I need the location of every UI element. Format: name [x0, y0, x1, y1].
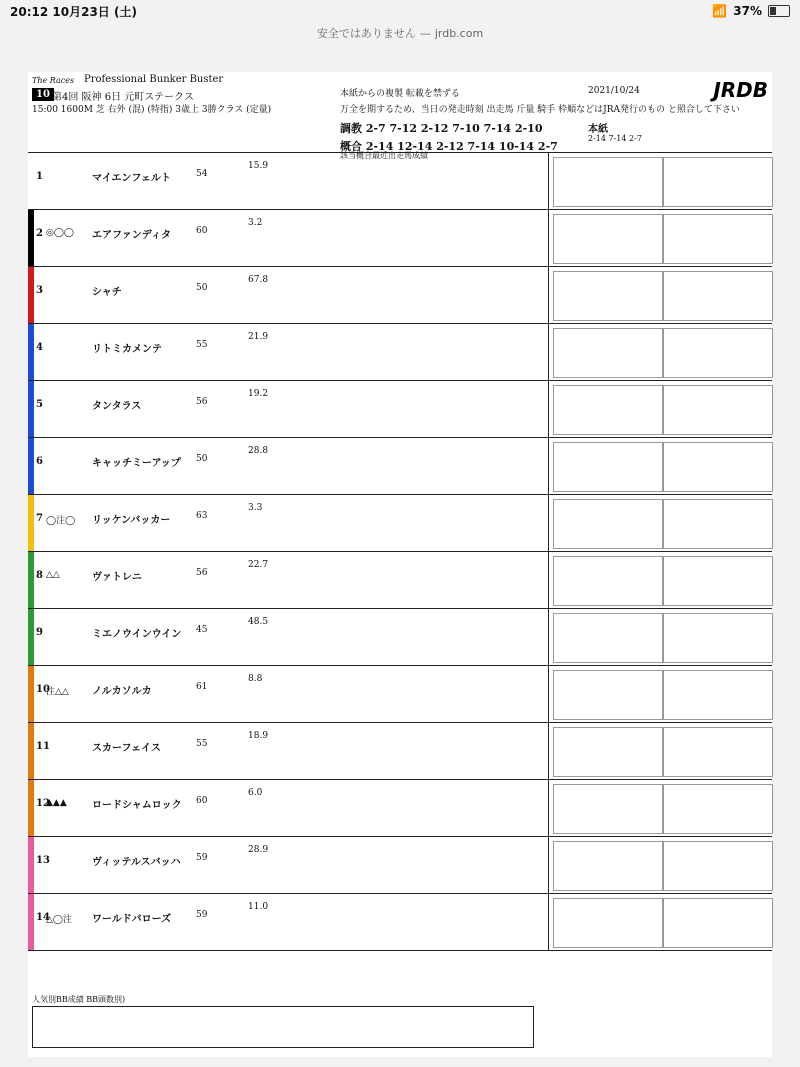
recent-results-label: 該当概合最近出走馬成績: [340, 151, 428, 160]
horse-number: 8: [36, 570, 43, 581]
past-race-box: [553, 157, 663, 207]
past-race-box: [553, 727, 663, 777]
race-conditions: 15:00 1600M 芝 右外 (混) (特指) 3歳上 3勝クラス (定量): [32, 105, 272, 115]
url-host: jrdb.com: [434, 26, 484, 40]
horse-number: 6: [36, 456, 43, 467]
the-races-label: The Races: [32, 76, 75, 85]
past-race-box: [663, 727, 773, 777]
horse-row: [28, 552, 772, 609]
training-picks: 調教 2-7 7-12 2-12 7-10 7-14 2-10: [340, 122, 543, 135]
waku-color-bar: [28, 552, 34, 608]
main-pick-line: 2-14 7-14 2-7: [588, 134, 642, 143]
horse-number: 2: [36, 228, 43, 239]
odds-value: 3.3: [248, 503, 263, 513]
odds-value: 18.9: [248, 731, 269, 741]
horse-row: [28, 837, 772, 894]
horse-weight: 63: [196, 511, 208, 521]
horse-weight: 60: [196, 796, 208, 806]
horse-row: [28, 723, 772, 780]
horse-number: 5: [36, 399, 43, 410]
odds-value: 22.7: [248, 560, 269, 570]
past-races: [548, 780, 773, 836]
horse-number: 9: [36, 627, 43, 638]
past-races: [548, 210, 773, 266]
horse-name: ノルカソルカ: [92, 686, 152, 697]
horse-name: ミエノウインウイン: [92, 629, 182, 640]
past-race-box: [553, 613, 663, 663]
past-race-box: [663, 670, 773, 720]
status-bar: [0, 0, 800, 22]
address-bar[interactable]: 安全ではありません — jrdb.com: [316, 26, 484, 40]
horse-row: [28, 780, 772, 837]
prediction-mark: ◯注◯: [46, 516, 76, 526]
waku-color-bar: [28, 723, 34, 779]
waku-color-bar: [28, 495, 34, 551]
horse-row: [28, 666, 772, 723]
race-number: 10: [32, 88, 54, 101]
past-race-box: [553, 784, 663, 834]
past-races: [548, 666, 773, 722]
horse-row: [28, 381, 772, 438]
horse-weight: 59: [196, 910, 208, 920]
past-races: [548, 609, 773, 665]
horse-name: タンタラス: [92, 401, 142, 412]
horse-weight: 45: [196, 625, 208, 635]
horse-row: [28, 324, 772, 381]
jrdb-logo: JRDB: [713, 78, 768, 102]
sheet-header: [28, 72, 772, 160]
horse-name: リッケンバッカー: [92, 515, 171, 526]
verification-notice: 万全を期するため、当日の発走時刻 出走馬 斤量 騎手 枠順などはJRA発行のもの と照合して下さい: [340, 105, 740, 115]
waku-color-bar: [28, 210, 34, 266]
professional-title: Professional Bunker Buster: [84, 74, 224, 85]
past-race-box: [663, 442, 773, 492]
horse-row: [28, 495, 772, 552]
prediction-mark: △△: [46, 570, 60, 580]
odds-value: 48.5: [248, 617, 269, 627]
prediction-mark: ▲▲▲: [46, 798, 67, 808]
horse-weight: 55: [196, 739, 208, 749]
past-race-box: [663, 385, 773, 435]
horse-weight: 56: [196, 568, 208, 578]
horse-name: ワールドバローズ: [92, 914, 172, 925]
odds-value: 8.8: [248, 674, 263, 684]
past-races: [548, 837, 773, 893]
past-race-box: [663, 841, 773, 891]
horse-number: 7: [36, 513, 43, 524]
waku-color-bar: [28, 780, 34, 836]
waku-color-bar: [28, 153, 34, 209]
past-race-box: [553, 556, 663, 606]
wifi-icon: 📶: [712, 4, 728, 18]
horse-weight: 54: [196, 169, 208, 179]
horse-row: [28, 267, 772, 324]
waku-color-bar: [28, 609, 34, 665]
horse-name: リトミカメンテ: [92, 344, 162, 355]
horse-name: エアファンディタ: [92, 230, 171, 241]
waku-color-bar: [28, 267, 34, 323]
odds-value: 28.8: [248, 446, 269, 456]
past-races: [548, 267, 773, 323]
past-race-box: [663, 898, 773, 948]
past-races: [548, 552, 773, 608]
horse-number: 3: [36, 285, 43, 296]
horse-row: [28, 894, 772, 951]
horse-number: 11: [36, 741, 50, 752]
horse-number: 14: [36, 912, 50, 923]
horse-number: 12: [36, 798, 50, 809]
odds-value: 21.9: [248, 332, 269, 342]
horse-name: スカーフェイス: [92, 743, 161, 754]
past-races: [548, 495, 773, 551]
past-race-box: [553, 385, 663, 435]
battery-percentage: 37%: [733, 4, 762, 18]
horse-weight: 59: [196, 853, 208, 863]
horse-weight: 50: [196, 283, 208, 293]
past-race-box: [553, 328, 663, 378]
past-races: [548, 153, 773, 209]
odds-value: 3.2: [248, 218, 263, 228]
horse-name: ロードシャムロック: [92, 800, 182, 811]
waku-color-bar: [28, 381, 34, 437]
past-race-box: [663, 157, 773, 207]
horse-name: ヴァトレニ: [92, 572, 142, 583]
past-race-box: [553, 271, 663, 321]
horse-number: 13: [36, 855, 50, 866]
past-races: [548, 381, 773, 437]
horse-number: 4: [36, 342, 43, 353]
horse-row: [28, 609, 772, 666]
past-race-box: [553, 442, 663, 492]
past-race-box: [553, 898, 663, 948]
past-races: [548, 324, 773, 380]
horse-number: 1: [36, 171, 43, 182]
insecure-warning: 安全ではありません: [316, 27, 416, 40]
past-race-box: [663, 784, 773, 834]
race-info: 第4回 阪神 6日 元町ステークス: [52, 92, 194, 103]
past-race-box: [553, 841, 663, 891]
horse-weight: 56: [196, 397, 208, 407]
battery-icon: [768, 5, 790, 17]
race-sheet: [28, 72, 772, 1057]
horse-row: [28, 210, 772, 267]
past-race-box: [663, 271, 773, 321]
past-races: [548, 723, 773, 779]
past-races: [548, 894, 773, 950]
horse-weight: 50: [196, 454, 208, 464]
waku-color-bar: [28, 324, 34, 380]
past-races: [548, 438, 773, 494]
waku-color-bar: [28, 666, 34, 722]
footer-box: [32, 1006, 534, 1048]
odds-value: 67.8: [248, 275, 269, 285]
odds-value: 15.9: [248, 161, 269, 171]
past-race-box: [663, 556, 773, 606]
prediction-mark: 注△△: [46, 687, 69, 697]
waku-color-bar: [28, 894, 34, 950]
horse-number: 10: [36, 684, 50, 695]
odds-value: 11.0: [248, 902, 269, 912]
horse-name: ヴィッテルスバッハ: [92, 857, 181, 868]
horse-weight: 55: [196, 340, 208, 350]
horse-rows: [28, 153, 772, 951]
overall-picks: 概合 2-14 12-14 2-12 7-14 10-14 2-7: [340, 140, 558, 153]
horse-name: マイエンフェルト: [92, 173, 171, 184]
horse-row: [28, 438, 772, 495]
past-race-box: [553, 214, 663, 264]
past-race-box: [663, 328, 773, 378]
horse-weight: 61: [196, 682, 208, 692]
horse-name: キャッチミーアップ: [92, 458, 181, 469]
copy-notice: 本紙からの複製 転載を禁ずる: [340, 89, 460, 99]
status-time: 20:12 10月23日 (土): [10, 4, 137, 19]
horse-weight: 60: [196, 226, 208, 236]
past-race-box: [663, 613, 773, 663]
odds-value: 6.0: [248, 788, 263, 798]
prediction-mark: △◯注: [46, 915, 72, 925]
horse-row: [28, 153, 772, 210]
past-race-box: [553, 670, 663, 720]
waku-color-bar: [28, 438, 34, 494]
race-date: 2021/10/24: [588, 86, 640, 96]
horse-name: シャチ: [92, 287, 122, 298]
past-race-box: [663, 214, 773, 264]
past-race-box: [663, 499, 773, 549]
odds-value: 19.2: [248, 389, 269, 399]
waku-color-bar: [28, 837, 34, 893]
odds-value: 28.9: [248, 845, 269, 855]
main-pick-label: 本紙: [588, 124, 608, 135]
past-race-box: [553, 499, 663, 549]
prediction-mark: ◎◯◯: [46, 228, 74, 238]
footer-label: 人気別BB成績 BB頭数別): [32, 995, 126, 1004]
